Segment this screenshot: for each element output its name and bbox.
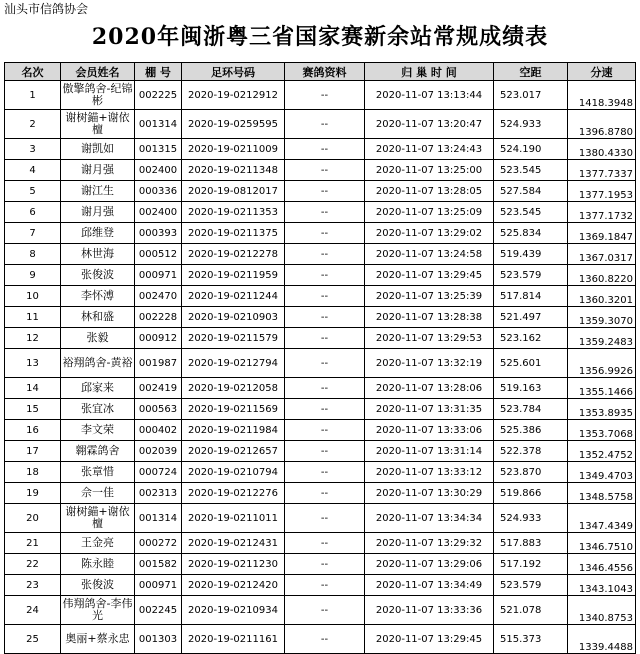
cell-distance: 519.439 <box>494 244 568 265</box>
cell-return-time: 2020-11-07 13:25:00 <box>365 160 494 181</box>
cell-speed: 1355.1466 <box>568 378 636 399</box>
table-row <box>5 378 636 399</box>
cell-member-name: 谢月强 <box>61 202 135 223</box>
cell-speed: 1377.1953 <box>568 181 636 202</box>
cell-distance: 525.601 <box>494 349 568 378</box>
cell-return-time: 2020-11-07 13:29:45 <box>365 625 494 654</box>
cell-member-name: 邱维登 <box>61 223 135 244</box>
table-row <box>5 81 636 110</box>
cell-distance: 521.497 <box>494 307 568 328</box>
cell-ring-number: 2020-19-0211161 <box>182 625 285 654</box>
cell-member-name: 翱霖鸽舍 <box>61 441 135 462</box>
cell-ring-number: 2020-19-0211009 <box>182 139 285 160</box>
table-row <box>5 596 636 625</box>
cell-loft-number: 002313 <box>135 483 182 504</box>
cell-pigeon-info: -- <box>285 202 365 223</box>
cell-speed: 1377.1732 <box>568 202 636 223</box>
cell-loft-number: 002400 <box>135 160 182 181</box>
cell-pigeon-info: -- <box>285 160 365 181</box>
cell-speed: 1369.1847 <box>568 223 636 244</box>
cell-distance: 523.870 <box>494 462 568 483</box>
cell-return-time: 2020-11-07 13:20:47 <box>365 110 494 139</box>
cell-member-name: 邱家来 <box>61 378 135 399</box>
cell-speed: 1346.4556 <box>568 554 636 575</box>
cell-ring-number: 2020-19-0211244 <box>182 286 285 307</box>
cell-rank: 11 <box>5 307 61 328</box>
cell-loft-number: 000272 <box>135 533 182 554</box>
cell-loft-number: 001314 <box>135 110 182 139</box>
cell-pigeon-info: -- <box>285 420 365 441</box>
cell-member-name: 谢江生 <box>61 181 135 202</box>
cell-loft-number: 001303 <box>135 625 182 654</box>
table-row <box>5 160 636 181</box>
table-row <box>5 483 636 504</box>
organization-name: 汕头市信鸽协会 <box>4 2 89 16</box>
table-row <box>5 265 636 286</box>
cell-member-name: 裕翔鸽舍-黄裕 <box>61 349 135 378</box>
cell-distance: 525.834 <box>494 223 568 244</box>
cell-rank: 6 <box>5 202 61 223</box>
col-header-speed: 分速 <box>568 63 636 81</box>
cell-distance: 523.784 <box>494 399 568 420</box>
cell-pigeon-info: -- <box>285 110 365 139</box>
cell-loft-number: 000912 <box>135 328 182 349</box>
table-row <box>5 554 636 575</box>
cell-distance: 524.190 <box>494 139 568 160</box>
cell-return-time: 2020-11-07 13:29:02 <box>365 223 494 244</box>
cell-distance: 523.579 <box>494 265 568 286</box>
cell-speed: 1380.4330 <box>568 139 636 160</box>
cell-rank: 19 <box>5 483 61 504</box>
cell-member-name: 谢树錨+谢依檀 <box>61 504 135 533</box>
table-row <box>5 462 636 483</box>
cell-member-name: 谢月强 <box>61 160 135 181</box>
cell-speed: 1348.5758 <box>568 483 636 504</box>
cell-pigeon-info: -- <box>285 596 365 625</box>
cell-member-name: 伟翔鸽舍-李伟光 <box>61 596 135 625</box>
cell-ring-number: 2020-19-0211984 <box>182 420 285 441</box>
table-row <box>5 307 636 328</box>
cell-distance: 525.386 <box>494 420 568 441</box>
cell-return-time: 2020-11-07 13:28:38 <box>365 307 494 328</box>
cell-rank: 9 <box>5 265 61 286</box>
cell-pigeon-info: -- <box>285 441 365 462</box>
cell-distance: 519.163 <box>494 378 568 399</box>
cell-loft-number: 000336 <box>135 181 182 202</box>
cell-pigeon-info: -- <box>285 462 365 483</box>
cell-rank: 16 <box>5 420 61 441</box>
cell-pigeon-info: -- <box>285 504 365 533</box>
cell-speed: 1349.4703 <box>568 462 636 483</box>
cell-distance: 523.579 <box>494 575 568 596</box>
table-row <box>5 110 636 139</box>
cell-pigeon-info: -- <box>285 181 365 202</box>
cell-pigeon-info: -- <box>285 81 365 110</box>
table-row <box>5 244 636 265</box>
cell-return-time: 2020-11-07 13:30:29 <box>365 483 494 504</box>
cell-member-name: 佘一佳 <box>61 483 135 504</box>
table-row <box>5 202 636 223</box>
cell-pigeon-info: -- <box>285 286 365 307</box>
cell-pigeon-info: -- <box>285 244 365 265</box>
cell-speed: 1367.0317 <box>568 244 636 265</box>
table-row <box>5 399 636 420</box>
cell-ring-number: 2020-19-0211569 <box>182 399 285 420</box>
cell-pigeon-info: -- <box>285 307 365 328</box>
cell-rank: 21 <box>5 533 61 554</box>
cell-pigeon-info: -- <box>285 533 365 554</box>
table-row <box>5 139 636 160</box>
col-header-pigeon-info: 赛鸽资料 <box>285 63 365 81</box>
cell-loft-number: 002470 <box>135 286 182 307</box>
cell-rank: 5 <box>5 181 61 202</box>
cell-speed: 1360.8220 <box>568 265 636 286</box>
cell-return-time: 2020-11-07 13:24:43 <box>365 139 494 160</box>
cell-speed: 1343.1043 <box>568 575 636 596</box>
cell-rank: 12 <box>5 328 61 349</box>
table-row <box>5 223 636 244</box>
cell-return-time: 2020-11-07 13:25:09 <box>365 202 494 223</box>
cell-pigeon-info: -- <box>285 139 365 160</box>
results-table <box>4 62 636 654</box>
cell-return-time: 2020-11-07 13:33:36 <box>365 596 494 625</box>
cell-ring-number: 2020-19-0211353 <box>182 202 285 223</box>
cell-ring-number: 2020-19-0212278 <box>182 244 285 265</box>
cell-member-name: 谢树錨+谢依檀 <box>61 110 135 139</box>
col-header-ring-number: 足环号码 <box>182 63 285 81</box>
cell-distance: 523.545 <box>494 202 568 223</box>
cell-rank: 10 <box>5 286 61 307</box>
cell-member-name: 林和盛 <box>61 307 135 328</box>
cell-rank: 3 <box>5 139 61 160</box>
col-header-member-name: 会员姓名 <box>61 63 135 81</box>
cell-loft-number: 000393 <box>135 223 182 244</box>
cell-member-name: 傲擎鸽舍-纪锦彬 <box>61 81 135 110</box>
cell-loft-number: 000971 <box>135 265 182 286</box>
cell-pigeon-info: -- <box>285 575 365 596</box>
cell-return-time: 2020-11-07 13:33:06 <box>365 420 494 441</box>
cell-speed: 1418.3948 <box>568 81 636 110</box>
cell-loft-number: 002228 <box>135 307 182 328</box>
table-row <box>5 575 636 596</box>
cell-loft-number: 002225 <box>135 81 182 110</box>
cell-distance: 522.378 <box>494 441 568 462</box>
cell-speed: 1359.2483 <box>568 328 636 349</box>
cell-rank: 7 <box>5 223 61 244</box>
cell-speed: 1346.7510 <box>568 533 636 554</box>
cell-speed: 1396.8780 <box>568 110 636 139</box>
cell-rank: 20 <box>5 504 61 533</box>
cell-rank: 15 <box>5 399 61 420</box>
cell-ring-number: 2020-19-0210903 <box>182 307 285 328</box>
cell-return-time: 2020-11-07 13:28:06 <box>365 378 494 399</box>
cell-speed: 1377.7337 <box>568 160 636 181</box>
cell-distance: 527.584 <box>494 181 568 202</box>
cell-distance: 523.545 <box>494 160 568 181</box>
cell-ring-number: 2020-19-0211011 <box>182 504 285 533</box>
cell-loft-number: 000512 <box>135 244 182 265</box>
cell-ring-number: 2020-19-0212276 <box>182 483 285 504</box>
cell-speed: 1353.7068 <box>568 420 636 441</box>
cell-ring-number: 2020-19-0211375 <box>182 223 285 244</box>
table-row <box>5 349 636 378</box>
cell-member-name: 张俊波 <box>61 265 135 286</box>
cell-speed: 1353.8935 <box>568 399 636 420</box>
cell-member-name: 张宜冰 <box>61 399 135 420</box>
cell-return-time: 2020-11-07 13:34:34 <box>365 504 494 533</box>
cell-pigeon-info: -- <box>285 378 365 399</box>
cell-rank: 14 <box>5 378 61 399</box>
cell-distance: 517.883 <box>494 533 568 554</box>
cell-loft-number: 002419 <box>135 378 182 399</box>
cell-speed: 1339.4488 <box>568 625 636 654</box>
cell-distance: 524.933 <box>494 110 568 139</box>
table-row <box>5 625 636 654</box>
table-row <box>5 286 636 307</box>
cell-speed: 1340.8753 <box>568 596 636 625</box>
cell-speed: 1356.9926 <box>568 349 636 378</box>
table-header-row <box>5 63 636 81</box>
cell-loft-number: 001582 <box>135 554 182 575</box>
cell-ring-number: 2020-19-0212657 <box>182 441 285 462</box>
cell-member-name: 李文荣 <box>61 420 135 441</box>
table-row <box>5 181 636 202</box>
table-row <box>5 504 636 533</box>
cell-ring-number: 2020-19-0212431 <box>182 533 285 554</box>
cell-member-name: 林世海 <box>61 244 135 265</box>
cell-loft-number: 000402 <box>135 420 182 441</box>
cell-return-time: 2020-11-07 13:24:58 <box>365 244 494 265</box>
cell-rank: 2 <box>5 110 61 139</box>
cell-ring-number: 2020-19-0212420 <box>182 575 285 596</box>
cell-distance: 524.933 <box>494 504 568 533</box>
cell-rank: 23 <box>5 575 61 596</box>
cell-rank: 13 <box>5 349 61 378</box>
cell-rank: 18 <box>5 462 61 483</box>
cell-loft-number: 001987 <box>135 349 182 378</box>
cell-return-time: 2020-11-07 13:31:14 <box>365 441 494 462</box>
cell-return-time: 2020-11-07 13:29:32 <box>365 533 494 554</box>
cell-rank: 25 <box>5 625 61 654</box>
cell-pigeon-info: -- <box>285 625 365 654</box>
page-title: 2020年闽浙粤三省国家赛新余站常规成绩表 <box>91 24 549 50</box>
table-row <box>5 441 636 462</box>
cell-rank: 8 <box>5 244 61 265</box>
cell-ring-number: 2020-19-0210794 <box>182 462 285 483</box>
cell-return-time: 2020-11-07 13:31:35 <box>365 399 494 420</box>
cell-ring-number: 2020-19-0812017 <box>182 181 285 202</box>
cell-distance: 515.373 <box>494 625 568 654</box>
cell-pigeon-info: -- <box>285 399 365 420</box>
cell-loft-number: 000724 <box>135 462 182 483</box>
cell-speed: 1360.3201 <box>568 286 636 307</box>
cell-return-time: 2020-11-07 13:33:12 <box>365 462 494 483</box>
cell-distance: 517.814 <box>494 286 568 307</box>
cell-rank: 17 <box>5 441 61 462</box>
cell-pigeon-info: -- <box>285 265 365 286</box>
cell-ring-number: 2020-19-0211348 <box>182 160 285 181</box>
cell-ring-number: 2020-19-0212794 <box>182 349 285 378</box>
cell-pigeon-info: -- <box>285 328 365 349</box>
cell-speed: 1359.3070 <box>568 307 636 328</box>
cell-member-name: 王金亮 <box>61 533 135 554</box>
cell-loft-number: 000971 <box>135 575 182 596</box>
cell-loft-number: 002400 <box>135 202 182 223</box>
cell-rank: 22 <box>5 554 61 575</box>
cell-member-name: 谢凯如 <box>61 139 135 160</box>
cell-ring-number: 2020-19-0211579 <box>182 328 285 349</box>
cell-distance: 521.078 <box>494 596 568 625</box>
cell-ring-number: 2020-19-0211230 <box>182 554 285 575</box>
cell-rank: 1 <box>5 81 61 110</box>
cell-ring-number: 2020-19-0210934 <box>182 596 285 625</box>
col-header-rank: 名次 <box>5 63 61 81</box>
cell-return-time: 2020-11-07 13:34:49 <box>365 575 494 596</box>
cell-loft-number: 001315 <box>135 139 182 160</box>
cell-pigeon-info: -- <box>285 554 365 575</box>
cell-return-time: 2020-11-07 13:29:45 <box>365 265 494 286</box>
cell-rank: 24 <box>5 596 61 625</box>
cell-return-time: 2020-11-07 13:32:19 <box>365 349 494 378</box>
table-row <box>5 533 636 554</box>
cell-ring-number: 2020-19-0259595 <box>182 110 285 139</box>
col-header-distance: 空距 <box>494 63 568 81</box>
cell-member-name: 陈永睦 <box>61 554 135 575</box>
cell-distance: 523.017 <box>494 81 568 110</box>
cell-return-time: 2020-11-07 13:25:39 <box>365 286 494 307</box>
cell-member-name: 奥丽+蔡永忠 <box>61 625 135 654</box>
col-header-loft-number: 棚 号 <box>135 63 182 81</box>
cell-loft-number: 001314 <box>135 504 182 533</box>
cell-return-time: 2020-11-07 13:28:05 <box>365 181 494 202</box>
cell-ring-number: 2020-19-0212912 <box>182 81 285 110</box>
cell-loft-number: 000563 <box>135 399 182 420</box>
cell-member-name: 张俊波 <box>61 575 135 596</box>
cell-return-time: 2020-11-07 13:13:44 <box>365 81 494 110</box>
cell-rank: 4 <box>5 160 61 181</box>
cell-speed: 1347.4349 <box>568 504 636 533</box>
cell-member-name: 李怀溥 <box>61 286 135 307</box>
table-row <box>5 328 636 349</box>
table-row <box>5 420 636 441</box>
cell-loft-number: 002039 <box>135 441 182 462</box>
cell-distance: 519.866 <box>494 483 568 504</box>
cell-member-name: 张毅 <box>61 328 135 349</box>
cell-distance: 523.162 <box>494 328 568 349</box>
cell-speed: 1352.4752 <box>568 441 636 462</box>
results-body <box>5 81 636 654</box>
cell-return-time: 2020-11-07 13:29:53 <box>365 328 494 349</box>
col-header-return-time: 归 巢 时 间 <box>365 63 494 81</box>
cell-ring-number: 2020-19-0212058 <box>182 378 285 399</box>
cell-pigeon-info: -- <box>285 483 365 504</box>
cell-member-name: 张章惜 <box>61 462 135 483</box>
cell-ring-number: 2020-19-0211959 <box>182 265 285 286</box>
cell-return-time: 2020-11-07 13:29:06 <box>365 554 494 575</box>
cell-distance: 517.192 <box>494 554 568 575</box>
cell-pigeon-info: -- <box>285 223 365 244</box>
cell-loft-number: 002245 <box>135 596 182 625</box>
cell-pigeon-info: -- <box>285 349 365 378</box>
